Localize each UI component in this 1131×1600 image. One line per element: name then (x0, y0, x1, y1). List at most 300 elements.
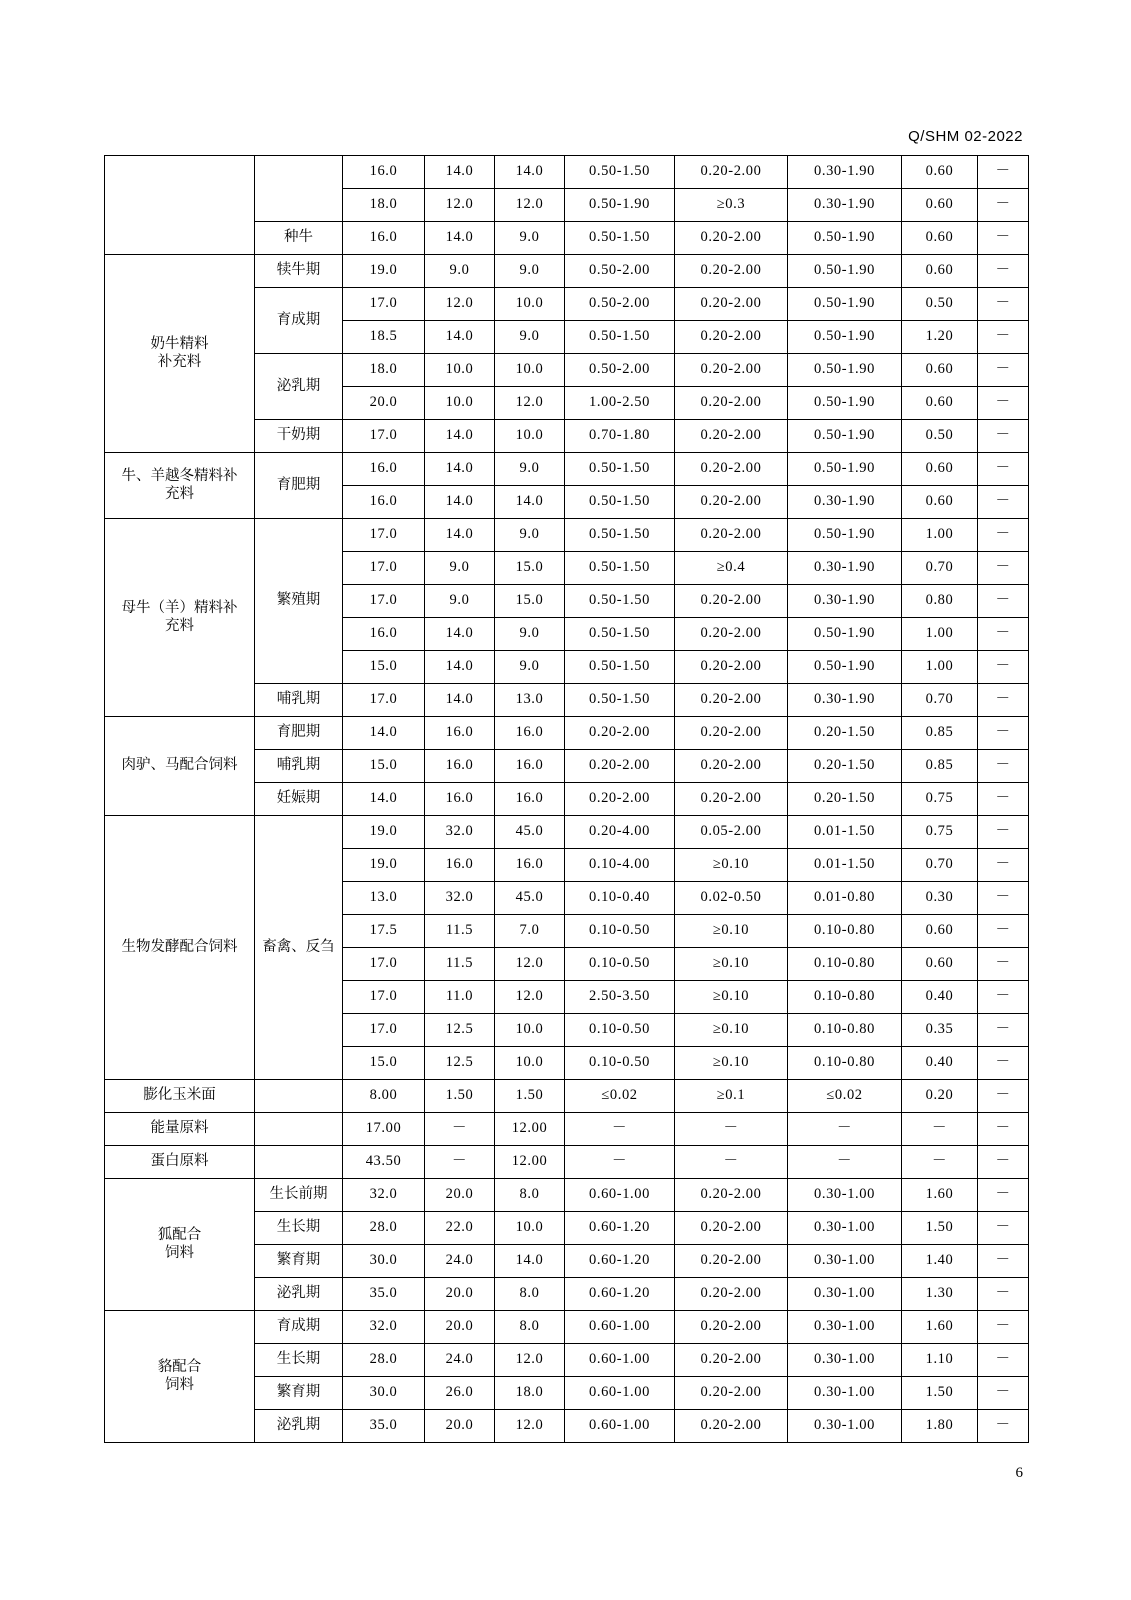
table-cell: 32.0 (425, 816, 495, 849)
table-cell: 14.0 (495, 156, 565, 189)
table-cell: 0.70-1.80 (565, 420, 675, 453)
table-cell: 17.0 (343, 519, 425, 552)
table-cell: 0.10-0.80 (788, 1014, 902, 1047)
table-cell: － (978, 1344, 1029, 1377)
table-cell: 0.35 (902, 1014, 978, 1047)
table-cell: － (978, 948, 1029, 981)
row-stage-label: 犊牛期 (255, 255, 343, 288)
table-cell: 0.80 (902, 585, 978, 618)
table-cell: 0.10-0.50 (565, 1047, 675, 1080)
table-cell: 0.60 (902, 222, 978, 255)
table-cell: 0.20-2.00 (675, 1278, 788, 1311)
table-cell: 28.0 (343, 1212, 425, 1245)
table-cell: 0.50-2.00 (565, 288, 675, 321)
table-cell: 0.20-2.00 (675, 585, 788, 618)
table-cell: － (978, 453, 1029, 486)
table-cell: 16.0 (343, 453, 425, 486)
table-cell: 9.0 (495, 651, 565, 684)
table-cell: 16.0 (495, 750, 565, 783)
table-cell: 0.50-1.90 (788, 651, 902, 684)
table-cell: ≥0.3 (675, 189, 788, 222)
table-row (105, 255, 1029, 288)
row-group-label: 奶牛精料 补充料 (105, 255, 255, 453)
table-cell: － (978, 717, 1029, 750)
table-cell: 0.02-0.50 (675, 882, 788, 915)
table-cell: 0.30-1.00 (788, 1344, 902, 1377)
table-cell: 19.0 (343, 816, 425, 849)
table-cell: － (978, 1212, 1029, 1245)
row-group-label: 貉配合 饲料 (105, 1311, 255, 1443)
table-cell: ≥0.1 (675, 1080, 788, 1113)
table-cell: 0.30-1.00 (788, 1278, 902, 1311)
table-cell: 16.0 (343, 222, 425, 255)
table-cell: 0.30-1.00 (788, 1377, 902, 1410)
table-cell: － (978, 255, 1029, 288)
table-cell: 32.0 (425, 882, 495, 915)
table-cell: 0.20-2.00 (675, 1245, 788, 1278)
table-cell: 9.0 (495, 453, 565, 486)
table-cell: － (978, 552, 1029, 585)
table-cell: 0.20-1.50 (788, 717, 902, 750)
row-stage-label: 妊娠期 (255, 783, 343, 816)
table-cell: 0.20-2.00 (675, 1344, 788, 1377)
table-cell: 0.50-1.50 (565, 321, 675, 354)
table-cell: － (788, 1146, 902, 1179)
table-cell: 0.60 (902, 255, 978, 288)
table-cell: 14.0 (425, 486, 495, 519)
table-cell: － (978, 684, 1029, 717)
table-cell: ≥0.10 (675, 948, 788, 981)
table-cell: 18.0 (343, 189, 425, 222)
table-cell: 0.75 (902, 816, 978, 849)
table-row (105, 156, 1029, 189)
table-cell: 14.0 (495, 1245, 565, 1278)
table-cell: 0.50-1.90 (788, 255, 902, 288)
table-cell: 0.30-1.90 (788, 486, 902, 519)
table-cell: 15.0 (343, 651, 425, 684)
table-cell: 0.50-1.50 (565, 684, 675, 717)
table-cell: 17.0 (343, 288, 425, 321)
table-cell: ≥0.10 (675, 915, 788, 948)
table-cell: － (902, 1113, 978, 1146)
table-cell: － (978, 585, 1029, 618)
table-cell: 0.10-0.40 (565, 882, 675, 915)
table-cell: 10.0 (495, 1047, 565, 1080)
row-stage-label: 畜禽、反刍 (255, 816, 343, 1080)
table-cell: 14.0 (425, 156, 495, 189)
table-cell: 18.0 (343, 354, 425, 387)
table-cell: 20.0 (425, 1278, 495, 1311)
table-cell: － (978, 882, 1029, 915)
table-cell: 10.0 (495, 1212, 565, 1245)
table-cell: 0.20-2.00 (675, 321, 788, 354)
table-cell: 45.0 (495, 882, 565, 915)
table-cell: 0.75 (902, 783, 978, 816)
table-cell: 8.0 (495, 1278, 565, 1311)
table-cell: 1.00-2.50 (565, 387, 675, 420)
table-cell: 0.10-0.80 (788, 948, 902, 981)
table-cell: 0.50-1.90 (788, 519, 902, 552)
table-cell: 0.20-4.00 (565, 816, 675, 849)
table-cell: 17.0 (343, 948, 425, 981)
table-cell: 0.20-2.00 (675, 453, 788, 486)
table-cell: 24.0 (425, 1344, 495, 1377)
table-cell: 0.10-0.80 (788, 981, 902, 1014)
table-cell: 0.01-1.50 (788, 816, 902, 849)
table-cell: 1.20 (902, 321, 978, 354)
table-row (105, 717, 1029, 750)
table-cell: 0.10-0.50 (565, 915, 675, 948)
table-cell: 0.60 (902, 486, 978, 519)
table-cell: 10.0 (425, 354, 495, 387)
table-cell: 0.50-1.90 (788, 420, 902, 453)
table-cell: 0.50-1.90 (565, 189, 675, 222)
table-cell: ≥0.4 (675, 552, 788, 585)
table-cell: 0.30 (902, 882, 978, 915)
table-cell: 18.5 (343, 321, 425, 354)
table-cell: 0.50-2.00 (565, 354, 675, 387)
row-stage-label: 育成期 (255, 1311, 343, 1344)
table-cell: 1.40 (902, 1245, 978, 1278)
table-cell: ≤0.02 (788, 1080, 902, 1113)
row-group-label: 生物发酵配合饲料 (105, 816, 255, 1080)
table-cell: 0.60-1.00 (565, 1344, 675, 1377)
table-cell: 0.30-1.90 (788, 684, 902, 717)
table-cell: 0.20-1.50 (788, 750, 902, 783)
table-cell: 12.00 (495, 1113, 565, 1146)
table-cell: 19.0 (343, 849, 425, 882)
table-cell: 1.10 (902, 1344, 978, 1377)
table-cell: 10.0 (425, 387, 495, 420)
table-cell: 0.30-1.00 (788, 1179, 902, 1212)
table-cell: 14.0 (495, 486, 565, 519)
table-cell: 16.0 (425, 783, 495, 816)
table-cell: 0.60 (902, 156, 978, 189)
row-stage-label: 繁育期 (255, 1245, 343, 1278)
table-cell: 24.0 (425, 1245, 495, 1278)
table-cell: 0.60 (902, 354, 978, 387)
table-cell: 0.50-1.50 (565, 651, 675, 684)
table-cell: 9.0 (495, 255, 565, 288)
document-header-code: Q/SHM 02-2022 (908, 128, 1023, 145)
table-cell: 12.5 (425, 1047, 495, 1080)
table-cell: 14.0 (425, 420, 495, 453)
table-cell: 15.0 (495, 585, 565, 618)
table-cell: 1.50 (425, 1080, 495, 1113)
table-cell: 0.50-1.90 (788, 222, 902, 255)
row-stage-label: 生长期 (255, 1344, 343, 1377)
table-cell: － (565, 1146, 675, 1179)
table-cell: 0.60 (902, 387, 978, 420)
row-stage-label: 干奶期 (255, 420, 343, 453)
table-cell: 0.60 (902, 189, 978, 222)
table-cell: 0.10-0.50 (565, 948, 675, 981)
table-cell: － (978, 1146, 1029, 1179)
table-row (105, 453, 1029, 486)
page-number: 6 (1015, 1465, 1023, 1481)
table-cell: － (978, 288, 1029, 321)
table-cell: 0.20-2.00 (675, 1212, 788, 1245)
table-cell: 16.0 (495, 717, 565, 750)
row-stage-label: 育成期 (255, 288, 343, 354)
table-cell: 0.20-2.00 (675, 420, 788, 453)
table-cell: 1.00 (902, 618, 978, 651)
table-cell: ≥0.10 (675, 1047, 788, 1080)
table-cell: 0.20-2.00 (675, 1377, 788, 1410)
table-cell: 0.20-2.00 (675, 783, 788, 816)
table-cell: 1.00 (902, 651, 978, 684)
table-cell: 17.0 (343, 1014, 425, 1047)
table-cell: 0.50 (902, 288, 978, 321)
table-cell: 0.70 (902, 552, 978, 585)
table-cell: 11.0 (425, 981, 495, 1014)
row-stage-label (255, 1080, 343, 1113)
table-cell: － (425, 1146, 495, 1179)
table-cell: 0.30-1.90 (788, 552, 902, 585)
table-cell: 0.20-2.00 (565, 717, 675, 750)
table-cell: 0.20-2.00 (675, 750, 788, 783)
table-cell: 17.5 (343, 915, 425, 948)
table-cell: 0.20-2.00 (675, 1410, 788, 1443)
table-cell: 0.60-1.20 (565, 1278, 675, 1311)
table-cell: － (978, 783, 1029, 816)
table-cell: 12.00 (495, 1146, 565, 1179)
table-cell: 32.0 (343, 1311, 425, 1344)
table-cell: 0.10-0.80 (788, 1047, 902, 1080)
table-cell: 0.50-1.50 (565, 222, 675, 255)
table-cell: 0.05-2.00 (675, 816, 788, 849)
table-cell: 14.0 (425, 453, 495, 486)
table-cell: － (978, 387, 1029, 420)
table-cell: － (978, 1113, 1029, 1146)
row-group-label: 肉驴、马配合饲料 (105, 717, 255, 816)
row-stage-label (255, 1113, 343, 1146)
specification-table-container (104, 155, 1028, 1443)
row-group-label: 狐配合 饲料 (105, 1179, 255, 1311)
table-cell: 17.0 (343, 552, 425, 585)
table-cell: 16.0 (343, 156, 425, 189)
table-cell: 1.50 (902, 1377, 978, 1410)
table-cell: 16.0 (495, 783, 565, 816)
table-cell: 35.0 (343, 1278, 425, 1311)
table-cell: 1.50 (495, 1080, 565, 1113)
table-cell: ≥0.10 (675, 1014, 788, 1047)
table-cell: 12.5 (425, 1014, 495, 1047)
table-cell: 0.50 (902, 420, 978, 453)
row-stage-label: 种牛 (255, 222, 343, 255)
table-cell: 0.50-1.90 (788, 288, 902, 321)
table-cell: 0.85 (902, 717, 978, 750)
table-cell: 0.50-2.00 (565, 255, 675, 288)
table-cell: 14.0 (343, 783, 425, 816)
table-cell: 0.30-1.90 (788, 156, 902, 189)
table-cell: － (978, 1245, 1029, 1278)
table-cell: 0.50-1.90 (788, 453, 902, 486)
table-cell: 0.50-1.90 (788, 354, 902, 387)
table-cell: 22.0 (425, 1212, 495, 1245)
table-cell: 15.0 (495, 552, 565, 585)
table-cell: 0.20-2.00 (675, 156, 788, 189)
table-cell: － (978, 1278, 1029, 1311)
table-cell: － (978, 420, 1029, 453)
table-cell: 20.0 (425, 1179, 495, 1212)
table-cell: 0.60-1.20 (565, 1245, 675, 1278)
table-cell: 1.30 (902, 1278, 978, 1311)
table-cell: 0.50-1.90 (788, 618, 902, 651)
row-group-label: 母牛（羊）精料补 充料 (105, 519, 255, 717)
table-cell: 19.0 (343, 255, 425, 288)
table-cell: 0.60 (902, 915, 978, 948)
table-cell: － (978, 1014, 1029, 1047)
table-cell: 9.0 (495, 519, 565, 552)
table-cell: 0.30-1.90 (788, 585, 902, 618)
table-cell: 13.0 (495, 684, 565, 717)
table-cell: 0.20-2.00 (565, 783, 675, 816)
table-cell: 0.85 (902, 750, 978, 783)
table-body (105, 156, 1029, 1443)
table-cell: － (978, 519, 1029, 552)
table-cell: 9.0 (495, 618, 565, 651)
table-cell: 8.00 (343, 1080, 425, 1113)
table-cell: 0.20-2.00 (675, 684, 788, 717)
table-cell: 17.0 (343, 420, 425, 453)
row-stage-label: 育肥期 (255, 717, 343, 750)
table-cell: 0.60-1.00 (565, 1377, 675, 1410)
row-stage-label: 生长前期 (255, 1179, 343, 1212)
table-cell: 0.30-1.00 (788, 1212, 902, 1245)
table-cell: 0.30-1.00 (788, 1410, 902, 1443)
table-cell: 0.40 (902, 981, 978, 1014)
table-cell: 11.5 (425, 948, 495, 981)
table-cell: 10.0 (495, 420, 565, 453)
table-cell: 12.0 (495, 189, 565, 222)
table-cell: 0.50-1.50 (565, 453, 675, 486)
table-cell: ≥0.10 (675, 981, 788, 1014)
table-cell: 8.0 (495, 1179, 565, 1212)
table-cell: 0.50-1.50 (565, 618, 675, 651)
table-cell: － (978, 1179, 1029, 1212)
table-cell: 20.0 (343, 387, 425, 420)
table-cell: 0.01-0.80 (788, 882, 902, 915)
table-cell: 16.0 (425, 750, 495, 783)
table-cell: 0.20-2.00 (675, 1311, 788, 1344)
table-cell: 0.20-1.50 (788, 783, 902, 816)
row-stage-label (255, 156, 343, 222)
table-cell: 1.00 (902, 519, 978, 552)
table-cell: 10.0 (495, 288, 565, 321)
table-cell: 9.0 (495, 321, 565, 354)
table-cell: 0.20-2.00 (675, 255, 788, 288)
table-cell: 9.0 (425, 585, 495, 618)
table-cell: － (978, 354, 1029, 387)
table-cell: 10.0 (495, 1014, 565, 1047)
table-cell: 1.60 (902, 1179, 978, 1212)
table-row (105, 1113, 1029, 1146)
table-cell: 0.10-4.00 (565, 849, 675, 882)
table-cell: 32.0 (343, 1179, 425, 1212)
row-stage-label: 泌乳期 (255, 1410, 343, 1443)
specification-table (104, 155, 1029, 1443)
table-cell: － (978, 816, 1029, 849)
table-cell: 0.20-2.00 (675, 1179, 788, 1212)
table-cell: 7.0 (495, 915, 565, 948)
table-cell: － (978, 189, 1029, 222)
table-cell: ≥0.10 (675, 849, 788, 882)
table-cell: 0.20-2.00 (565, 750, 675, 783)
table-cell: 12.0 (495, 981, 565, 1014)
table-cell: 12.0 (495, 387, 565, 420)
row-group-label: 蛋白原料 (105, 1146, 255, 1179)
table-cell: 10.0 (495, 354, 565, 387)
table-cell: － (978, 1410, 1029, 1443)
table-cell: － (675, 1113, 788, 1146)
table-cell: 0.30-1.00 (788, 1311, 902, 1344)
table-cell: 12.0 (495, 948, 565, 981)
table-cell: 0.50-1.50 (565, 486, 675, 519)
row-stage-label: 生长期 (255, 1212, 343, 1245)
table-cell: 0.50-1.50 (565, 585, 675, 618)
table-cell: 12.0 (495, 1344, 565, 1377)
row-group-label: 能量原料 (105, 1113, 255, 1146)
table-cell: 9.0 (425, 552, 495, 585)
table-cell: 17.0 (343, 585, 425, 618)
row-group-label: 牛、羊越冬精料补 充料 (105, 453, 255, 519)
row-stage-label: 泌乳期 (255, 1278, 343, 1311)
table-cell: 14.0 (425, 618, 495, 651)
table-cell: 0.50-1.50 (565, 552, 675, 585)
table-cell: 12.0 (425, 189, 495, 222)
table-cell: 11.5 (425, 915, 495, 948)
table-cell: － (978, 750, 1029, 783)
table-cell: 12.0 (425, 288, 495, 321)
table-cell: 0.20-2.00 (675, 222, 788, 255)
table-cell: 14.0 (425, 519, 495, 552)
table-cell: 0.20-2.00 (675, 519, 788, 552)
table-cell: － (978, 915, 1029, 948)
table-cell: 30.0 (343, 1377, 425, 1410)
table-row (105, 1179, 1029, 1212)
row-group-label: 膨化玉米面 (105, 1080, 255, 1113)
table-cell: 14.0 (425, 651, 495, 684)
table-cell: 0.20-2.00 (675, 618, 788, 651)
table-cell: － (978, 849, 1029, 882)
table-cell: 0.50-1.90 (788, 387, 902, 420)
table-cell: 35.0 (343, 1410, 425, 1443)
table-cell: － (978, 981, 1029, 1014)
table-cell: 9.0 (495, 222, 565, 255)
table-cell: － (978, 222, 1029, 255)
table-cell: 0.30-1.00 (788, 1245, 902, 1278)
table-cell: 14.0 (425, 321, 495, 354)
table-cell: 1.50 (902, 1212, 978, 1245)
table-row (105, 816, 1029, 849)
table-cell: 15.0 (343, 750, 425, 783)
table-cell: 0.60-1.00 (565, 1179, 675, 1212)
table-cell: － (675, 1146, 788, 1179)
table-cell: 17.0 (343, 684, 425, 717)
table-cell: 9.0 (425, 255, 495, 288)
row-stage-label: 繁育期 (255, 1377, 343, 1410)
table-cell: 20.0 (425, 1311, 495, 1344)
table-cell: 0.60 (902, 453, 978, 486)
table-cell: － (978, 321, 1029, 354)
table-cell: 0.50-1.50 (565, 519, 675, 552)
table-cell: 0.20-2.00 (675, 486, 788, 519)
table-row (105, 1080, 1029, 1113)
table-cell: － (425, 1113, 495, 1146)
table-cell: 8.0 (495, 1311, 565, 1344)
table-cell: 16.0 (425, 717, 495, 750)
